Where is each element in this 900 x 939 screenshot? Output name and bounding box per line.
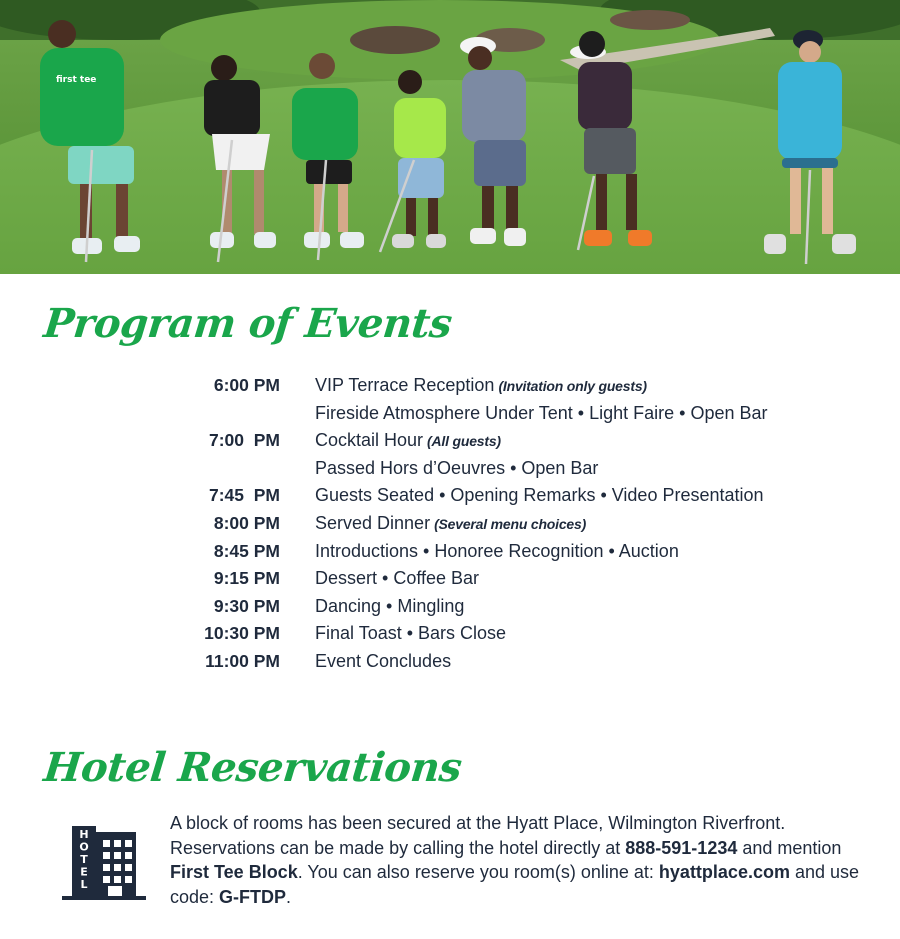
schedule-row: [0, 482, 900, 510]
schedule-description: [315, 458, 598, 479]
shirt-logo-text: first tee: [56, 75, 97, 85]
hotel-phone: 888-591-1234: [625, 837, 738, 858]
schedule-time: 9:15 PM: [213, 568, 280, 589]
schedule-row: [0, 565, 900, 593]
schedule-row: [0, 538, 900, 566]
hotel-text-part-2: and mention: [737, 837, 842, 858]
hotel-text-part-1: A block of rooms has been secured at the Hyatt Place, Wilmington Riverfront. Reservations can be made by calling the hotel directly at: [170, 813, 786, 858]
schedule-description-text: Event Concludes: [315, 650, 452, 671]
hotel-icon-label: H O T E L: [79, 828, 89, 891]
schedule-row: [0, 455, 900, 483]
schedule-description: [315, 568, 479, 589]
schedule-description-text: VIP Terrace Reception: [315, 375, 495, 395]
hotel-text-part-4: and use code:: [170, 862, 860, 907]
schedule-time: 10:30 PM: [204, 623, 280, 644]
hotel-reservation-text: [170, 811, 870, 909]
schedule-row: [0, 400, 900, 428]
schedule-description-text: Dancing • Mingling: [315, 595, 465, 616]
schedule-note: (Several menu choices): [434, 515, 587, 532]
schedule-description: [315, 403, 768, 424]
schedule-time: 8:45 PM: [213, 540, 280, 561]
schedule-description: [315, 541, 679, 562]
schedule-row: [0, 372, 900, 400]
program-schedule: [0, 372, 900, 676]
schedule-note: (Invitation only guests): [498, 378, 647, 394]
schedule-note: (All guests): [427, 433, 501, 450]
hotel-building-icon: [62, 822, 146, 902]
schedule-description: [315, 375, 647, 396]
hotel-block-name: First Tee Block: [170, 862, 298, 882]
schedule-description-text: Introductions • Honoree Recognition • Auction: [315, 540, 679, 561]
schedule-description: [315, 430, 501, 451]
schedule-description: [315, 485, 764, 506]
schedule-description-text: Cocktail Hour: [315, 430, 424, 451]
program-title: Program of Events: [41, 300, 455, 347]
schedule-description-text: Final Toast • Bars Close: [315, 623, 507, 644]
schedule-description: [315, 623, 506, 644]
schedule-row: [0, 427, 900, 455]
schedule-description: [315, 513, 586, 534]
hotel-text-part-5: .: [286, 886, 292, 907]
schedule-time: 7:00 PM: [209, 430, 280, 451]
schedule-description-text: Guests Seated • Opening Remarks • Video Presentation: [315, 485, 764, 506]
hotel-website: hyattplace.com: [658, 862, 790, 882]
schedule-description-text: Dessert • Coffee Bar: [315, 568, 480, 589]
schedule-row: [0, 593, 900, 621]
schedule-description: [315, 651, 451, 672]
schedule-description: [315, 596, 464, 617]
schedule-time: 11:00 PM: [205, 650, 280, 671]
schedule-row: [0, 620, 900, 648]
schedule-time: 8:00 PM: [213, 512, 280, 533]
schedule-row: [0, 648, 900, 676]
schedule-time: 9:30 PM: [213, 595, 280, 616]
schedule-time: 7:45 PM: [209, 485, 280, 506]
schedule-time: 6:00 PM: [213, 375, 280, 395]
hero-photo: [0, 0, 900, 274]
schedule-description-text: Passed Hors d’Oeuvres • Open Bar: [315, 457, 599, 478]
hotel-text-part-3: . You can also reserve you room(s) online at:: [297, 862, 659, 882]
schedule-description-text: Served Dinner: [315, 512, 431, 533]
schedule-description-text: Fireside Atmosphere Under Tent • Light Faire • Open Bar: [315, 402, 768, 423]
hotel-title: Hotel Reservations: [41, 744, 464, 791]
hotel-code: G-FTDP: [219, 886, 287, 907]
schedule-row: [0, 510, 900, 538]
